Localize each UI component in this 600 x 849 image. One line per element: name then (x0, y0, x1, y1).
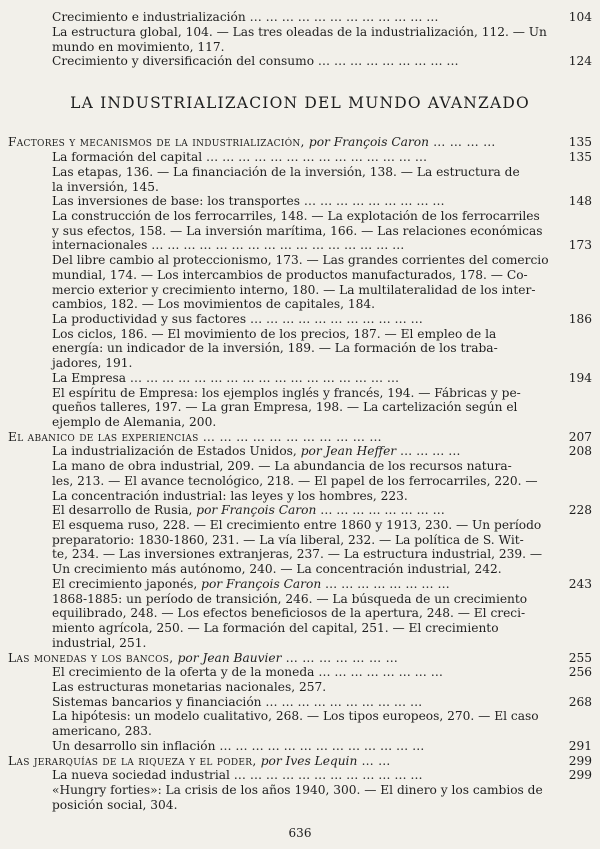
part-heading: LA INDUSTRIALIZACION DEL MUNDO AVANZADO (70, 94, 530, 112)
section-author: por François Caron (308, 135, 429, 149)
page-number: 243 (568, 577, 592, 591)
page-number: 173 (568, 238, 592, 252)
entry-title: Crecimiento e industrialización … … … … … … … … … … … … (52, 10, 439, 24)
page-number: 186 (568, 312, 592, 326)
page-number: 124 (568, 54, 592, 68)
page-number: 148 (568, 194, 592, 208)
page-number: 291 (568, 739, 592, 753)
entry-author: por François Caron (201, 577, 322, 591)
page-number: 268 (568, 695, 592, 709)
entry-author: por Jean Heffer (300, 444, 397, 458)
section-author: por Jean Bauvier (177, 651, 282, 665)
page-number: 135 (568, 150, 592, 164)
section-author: por Ives Lequin (260, 754, 358, 768)
entry-title: Crecimiento y diversificación del consumo … … … … … … … … … (52, 54, 459, 68)
page-number: 228 (568, 503, 592, 517)
toc-page: Crecimiento e industrialización … … … … … … … … … … … … 104 La estructura global, 104. — Las tres oleadas de la industrialización, 112. — Un mundo en movimiento, 117. Crecimiento y diversificación del consumo … … … … … … … … … 124 LA INDUSTRIALIZACION DEL MUNDO AVANZADO Factores y mecanismos de la industrialización, por François Caron … … … … 135 La formación del capital … … … … … … … … … … … … … … 135 Las etapas, 136. — La financiación de la inversión, 138. — La estructura de la inversión, 145. Las inversiones de base: los transportes … … … … … … … … … 148 La construcción de los ferrocarriles, 148. — La explotación de los ferrocarriles y sus efectos, 158. — La inversión marítima, 166. — Las relaciones económicas internacionales … … … … … … … … … … … … … … … … 173 Del libre cambio al proteccionismo, 173. — Las grandes corrientes del comercio mundial, 174. — Los intercambios de productos manufacturados, 178. — Co- mercio exterior y crecimiento interno, 180. — La multilateralidad de los inter- cambios, 182. — Los movimientos de capitales, 184. La productividad y sus factores … … … … … … … … … … … 186 Los ciclos, 186. — El movimiento de los precios, 187. — El empleo de la energía: un indicador de la inversión, 189. — La formación de los traba- jadores, 191. La Empresa … … … … … … … … … … … … … … … … … 194 El espíritu de Empresa: los ejemplos inglés y francés, 194. — Fábricas y pe- queños talleres, 197. — La gran Empresa, 198. — La cartelización según el ejemplo de Alemania, 200. El abanico de las experiencias … … … … … … … … … … … 207 La industrialización de Estados Unidos, por Jean Heffer … … … … 208 La mano de obra industrial, 209. — La abundancia de los recursos natura- les, 213. — El avance tecnológico, 218. — El papel de los ferrocarriles, 220. — La concentración industrial: las leyes y los hombres, 223. El desarrollo de Rusia, por François Caron … … … … … … … … 228 El esquema ruso, 228. — El crecimiento entre 1860 y 1913, 230. — Un período preparatorio: 1830-1860, 231. — La vía liberal, 232. — La política de S. Wit- te, 234. — Las inversiones extranjeras, 237. — La estructura industrial, 239. — Un crecimiento más autónomo, 240. — La concentración industrial, 242. El crecimiento japonés, por François Caron … … … … … … … … 243 1868-1885: un período de transición, 246. — La búsqueda de un crecimiento equilibrado, 248. — Los efectos beneficiosos de la apertura, 248. — El creci- miento agrícola, 250. — La formación del capital, 251. — El crecimiento industrial, 251. Las monedas y los bancos, por Jean Bauvier … … … … … … … 255 El crecimiento de la oferta y de la moneda … … … … … … … … 256 Las estructuras monetarias nacionales, 257. Sistemas bancarios y financiación … … … … … … … … … … 268 La hipótesis: un modelo cualitativo, 268. — Los tipos europeos, 270. — El caso americano, 283. Un desarrollo sin inflación … … … … … … … … … … … … … 291 Las jerarquías de la riqueza y el poder, por Ives Lequin … … 299 La nueva sociedad industrial … … … … … … … … … … … … 299 «Hungry forties»: La crisis de los años 1940, 300. — El dinero y los cambios de posición social, 304. 636 (0, 0, 600, 849)
page-folio: 636 (288, 826, 312, 840)
page-number: 135 (568, 135, 592, 149)
entry-author: por François Caron (196, 503, 317, 517)
page-number: 299 (568, 754, 592, 768)
page-number: 208 (568, 444, 592, 458)
page-number: 256 (568, 665, 592, 679)
page-number: 104 (568, 10, 592, 24)
page-number: 255 (568, 651, 592, 665)
page-number: 207 (568, 430, 592, 444)
page-number: 299 (568, 768, 592, 782)
page-number: 194 (568, 371, 592, 385)
